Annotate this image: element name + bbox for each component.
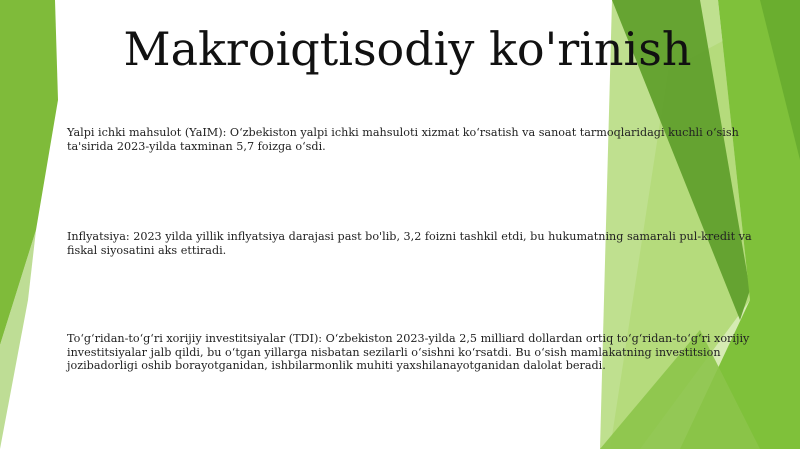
paragraph-inflation: Inflyatsiya: 2023 yilda yillik inflyatsiya darajasi past bo'lib, 3,2 foizni tashkil etdi, bu hukumatning samarali pul-kredit va fiskal siyosatini aks ettiradi. [67,230,752,257]
paragraph-fdi: To‘g‘ridan-to‘g‘ri xorijiy investitsiyalar (TDI): O‘zbekiston 2023-yilda 2,5 milliard dollardan ortiq to‘g‘ridan-to‘g‘ri xorijiy investitsiyalar jalb qildi, bu o‘tgan yillarga nisbatan sezilarli o‘sishni ko‘rsatdi. Bu o‘sish mamlakatning investitsion jozibadorligi oshib borayotganidan, ishbilarmonlik muhiti yaxshilanayotganidan dalolat beradi. [67,332,750,373]
slide-title: Makroiqtisodiy ko'rinish [123,22,692,76]
paragraph-gdp: Yalpi ichki mahsulot (YaIM): O‘zbekiston yalpi ichki mahsuloti xizmat ko‘rsatish va sanoat tarmoqlaridagi kuchli o‘sish ta'sirida 2023-yilda taxminan 5,7 foizga o‘sdi. [67,126,739,153]
